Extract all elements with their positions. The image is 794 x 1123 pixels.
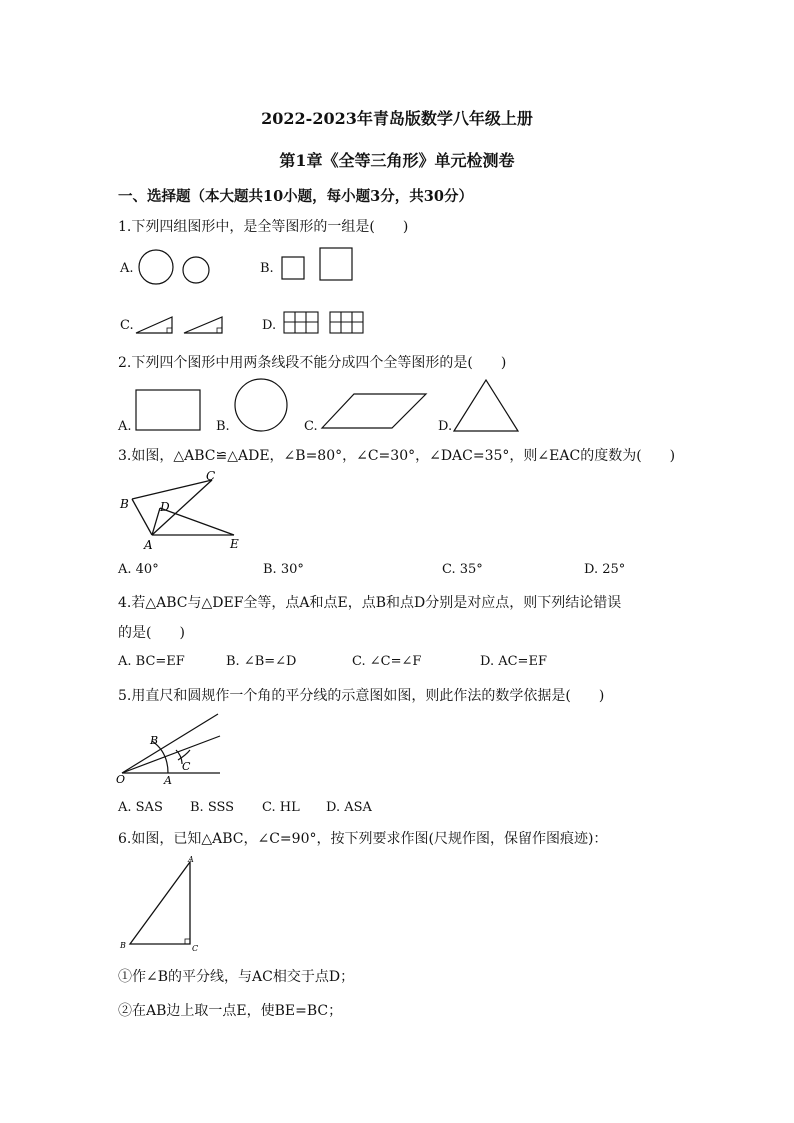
q3-option-c: C. 35° [442, 562, 483, 577]
q5-option-b: B. SSS [190, 800, 235, 815]
q2-option-a-label: A. [118, 419, 132, 434]
q6-label-b: B [120, 941, 126, 950]
q2-option-d-figure [452, 378, 522, 434]
q2-option-b-figure [232, 378, 292, 434]
q3-label-e: E [230, 537, 239, 551]
q1-option-a-figure [136, 248, 216, 288]
q5-option-d: D. ASA [326, 800, 372, 815]
q3-option-d: D. 25° [584, 562, 626, 577]
q6-figure [118, 856, 208, 956]
q5-option-a: A. SAS [118, 800, 163, 815]
q5-option-c: C. HL [262, 800, 300, 815]
q1-option-b-label: B. [260, 261, 274, 276]
q4-option-b: B. ∠B=∠D [226, 654, 297, 669]
question-1-text: 1.下列四组图形中，是全等图形的一组是( ) [118, 219, 409, 235]
q2-option-c-label: C. [304, 419, 318, 434]
q2-option-a-figure [134, 388, 204, 432]
q2-option-d-label: D. [438, 419, 453, 434]
question-6-text: 6.如图，已知△ABC，∠C=90°，按下列要求作图(尺规作图，保留作图痕迹)： [118, 831, 608, 847]
q1-option-d-label: D. [262, 318, 277, 333]
q6-step-2: ②在AB边上取一点E，使BE=BC； [118, 1003, 343, 1019]
q3-option-b: B. 30° [263, 562, 304, 577]
question-4-text-line1: 4.若△ABC与△DEF全等，点A和点E，点B和点D分别是对应点，则下列结论错误 [118, 595, 622, 611]
question-2-text: 2.下列四个图形中用两条线段不能分成四个全等图形的是( ) [118, 355, 507, 371]
q3-option-a: A. 40° [118, 562, 159, 577]
q3-label-c: C [206, 469, 216, 483]
q3-figure [116, 466, 256, 552]
q3-label-b: B [120, 497, 129, 511]
question-4-text-line2: 的是( ) [118, 625, 185, 641]
q1-option-b-figure [280, 246, 360, 286]
page-title: 2022-2023年青岛版数学八年级上册 [261, 109, 533, 128]
q3-label-d: D [160, 500, 170, 514]
q1-option-a-label: A. [120, 261, 134, 276]
q4-option-a: A. BC=EF [118, 654, 185, 669]
q5-label-a: A [164, 774, 172, 787]
section-heading: 一、选择题（本大题共10小题，每小题3分，共30分） [118, 188, 473, 205]
q1-option-d-figure [282, 310, 372, 336]
q6-step-1: ①作∠B的平分线，与AC相交于点D； [118, 969, 355, 985]
q5-figure [116, 708, 228, 788]
q5-label-o: O [116, 773, 126, 786]
q6-label-c: C [192, 944, 199, 953]
q1-option-c-label: C. [120, 318, 134, 333]
question-3-text: 3.如图，△ABC≌△ADE，∠B=80°，∠C=30°，∠DAC=35°，则∠EAC的度数为( ) [118, 448, 676, 464]
q1-option-c-figure [134, 312, 234, 336]
q5-label-b: B [150, 734, 159, 747]
q2-option-b-label: B. [216, 419, 230, 434]
q3-label-a: A [144, 538, 153, 552]
page-subtitle: 第1章《全等三角形》单元检测卷 [279, 151, 515, 170]
q4-option-d: D. AC=EF [480, 654, 547, 669]
question-5-text: 5.用直尺和圆规作一个角的平分线的示意图如图，则此作法的数学依据是( ) [118, 688, 605, 704]
q2-option-c-figure [320, 392, 430, 432]
q4-option-c: C. ∠C=∠F [352, 654, 422, 669]
q5-label-c: C [182, 760, 191, 773]
q6-label-a: A [188, 855, 194, 864]
